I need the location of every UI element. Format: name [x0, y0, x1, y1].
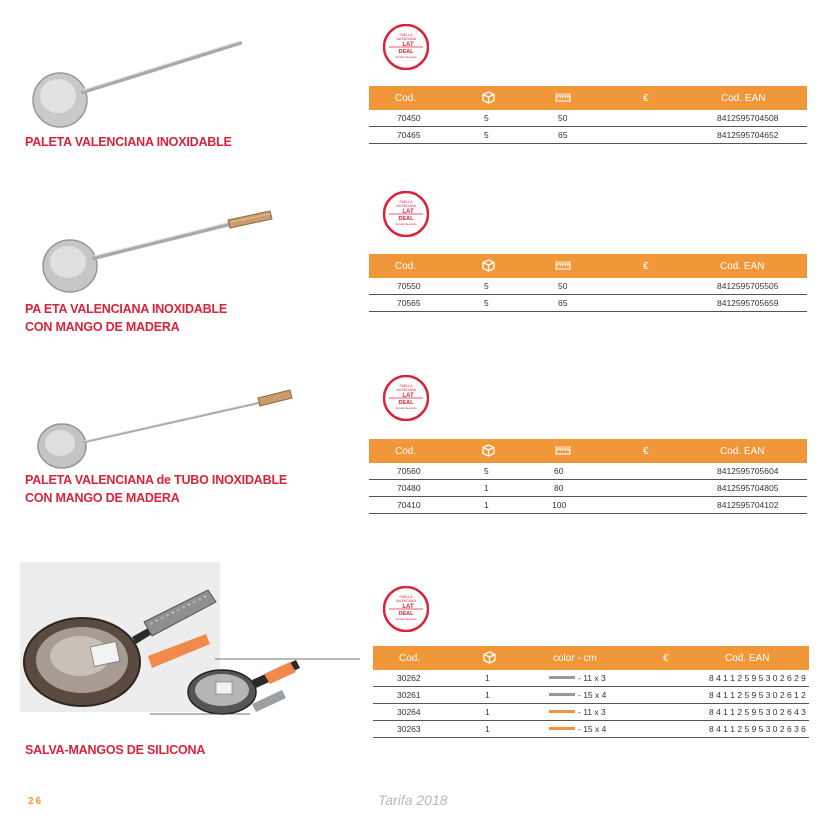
svg-text:Ventas Seguras: Ventas Seguras — [395, 617, 417, 621]
paella-ladle-tube-wood-handle-image — [34, 380, 294, 480]
cell-cod: 70450 — [397, 113, 421, 123]
cell-cod: 30263 — [397, 724, 421, 734]
product-title-line: PALETA VALENCIANA INOXIDABLE — [25, 135, 232, 149]
paella-valenciana-logo — [383, 191, 429, 237]
product-table-3 — [369, 439, 807, 514]
product-title-line: PALETA VALENCIANA de TUBO INOXIDABLE — [25, 473, 288, 487]
svg-text:Ventas Seguras: Ventas Seguras — [395, 406, 417, 410]
cell-ean: 8 4 1 1 2 5 9 5 3 0 2 6 1 2 — [709, 690, 806, 700]
table-header — [369, 439, 807, 463]
box-icon — [483, 651, 496, 664]
cell-pack: 1 — [484, 483, 489, 493]
paella-valenciana-logo — [383, 24, 429, 70]
product-title-line: SALVA-MANGOS DE SILICONA — [25, 743, 206, 757]
svg-text:Ventas Seguras: Ventas Seguras — [395, 222, 417, 226]
cell-pack: 5 — [484, 466, 489, 476]
table-row — [373, 721, 809, 738]
cell-cod: 70465 — [397, 130, 421, 140]
cell-cod: 30262 — [397, 673, 421, 683]
paella-ladle-image — [28, 34, 248, 134]
svg-text:DEAL: DEAL — [398, 216, 414, 222]
svg-text:LAT: LAT — [402, 393, 414, 399]
cell-ean: 8 4 1 1 2 5 9 5 3 0 2 6 4 3 — [709, 707, 806, 717]
header-ean: Cod. EAN — [721, 93, 766, 104]
header-cod: Cod. — [395, 261, 417, 272]
grey-swatch — [549, 676, 575, 679]
cell-size: 50 — [558, 113, 568, 123]
orange-swatch — [549, 727, 575, 730]
product-title-line: CON MANGO DE MADERA — [25, 491, 180, 505]
frying-pan-with-silicone-sleeve-image — [20, 562, 360, 732]
header-ean: Cod. EAN — [725, 653, 770, 664]
header-cod: Cod. — [399, 653, 421, 664]
cell-cod: 70480 — [397, 483, 421, 493]
cell-size: 50 — [558, 281, 568, 291]
svg-text:PAELLA: PAELLA — [399, 33, 413, 37]
cell-color-size: - 15 x 4 — [549, 690, 606, 700]
table-row — [373, 670, 809, 687]
svg-text:VALENCIANA: VALENCIANA — [396, 37, 416, 41]
svg-text:PAELLA: PAELLA — [399, 384, 413, 388]
footer-tarifa: Tarifa 2018 — [378, 792, 448, 808]
table-row — [369, 127, 807, 144]
cell-color-size: - 11 x 3 — [549, 707, 606, 717]
svg-text:PAELLA: PAELLA — [399, 595, 413, 599]
header-price: € — [643, 93, 649, 104]
cell-pack: 1 — [485, 707, 490, 717]
paella-ladle-wood-handle-image — [38, 200, 278, 300]
cell-color-size: - 15 x 4 — [549, 724, 606, 734]
table-header — [369, 254, 807, 278]
cell-ean: 8412595704508 — [717, 113, 779, 123]
cell-pack: 1 — [484, 500, 489, 510]
box-icon — [482, 444, 495, 457]
header-color-cm: color - cm — [553, 653, 597, 664]
box-icon — [482, 259, 495, 272]
product-table-2 — [369, 254, 807, 312]
table-header — [369, 86, 807, 110]
svg-text:DEAL: DEAL — [398, 400, 414, 406]
table-row — [369, 497, 807, 514]
header-cod: Cod. — [395, 446, 417, 457]
paella-valenciana-logo — [383, 375, 429, 421]
cell-cod: 30264 — [397, 707, 421, 717]
product-title-line: PA ETA VALENCIANA INOXIDABLE — [25, 302, 228, 316]
cell-size: 60 — [554, 466, 564, 476]
table-row — [369, 463, 807, 480]
cell-ean: 8412595705505 — [717, 281, 779, 291]
header-ean: Cod. EAN — [720, 261, 765, 272]
svg-text:Ventas Seguras: Ventas Seguras — [395, 55, 417, 59]
svg-text:LAT: LAT — [402, 209, 414, 215]
svg-text:DEAL: DEAL — [398, 49, 414, 55]
cell-cod: 70565 — [397, 298, 421, 308]
cell-ean: 8412595705604 — [717, 466, 779, 476]
cell-pack: 1 — [485, 724, 490, 734]
product-title-line: CON MANGO DE MADERA — [25, 320, 180, 334]
svg-text:VALENCIANA: VALENCIANA — [396, 599, 416, 603]
orange-swatch — [549, 710, 575, 713]
cell-size: 100 — [552, 500, 567, 510]
product-table-1 — [369, 86, 807, 144]
svg-text:PAELLA: PAELLA — [399, 200, 413, 204]
cell-pack: 1 — [485, 673, 490, 683]
header-price: € — [643, 446, 649, 457]
cell-ean: 8412595704652 — [717, 130, 779, 140]
ruler-icon — [555, 445, 571, 456]
cell-size: 65 — [558, 130, 568, 140]
cell-pack: 5 — [484, 130, 489, 140]
cell-pack: 5 — [484, 281, 489, 291]
ruler-icon — [555, 260, 571, 271]
header-price: € — [643, 261, 649, 272]
cell-cod: 70560 — [397, 466, 421, 476]
table-row — [369, 110, 807, 127]
cell-size: 80 — [554, 483, 564, 493]
table-header — [373, 646, 809, 670]
table-row — [369, 295, 807, 312]
cell-ean: 8412595704805 — [717, 483, 779, 493]
svg-text:LAT: LAT — [402, 604, 414, 610]
table-row — [369, 278, 807, 295]
cell-pack: 1 — [485, 690, 490, 700]
cell-size: 65 — [558, 298, 568, 308]
header-cod: Cod. — [395, 93, 417, 104]
cell-ean: 8412595704102 — [717, 500, 779, 510]
cell-cod: 70410 — [397, 500, 421, 510]
svg-text:VALENCIANA: VALENCIANA — [396, 204, 416, 208]
cell-pack: 5 — [484, 298, 489, 308]
box-icon — [482, 91, 495, 104]
svg-text:LAT: LAT — [402, 42, 414, 48]
product-table-4 — [373, 646, 809, 738]
table-row — [373, 687, 809, 704]
cell-pack: 5 — [484, 113, 489, 123]
header-ean: Cod. EAN — [720, 446, 765, 457]
cell-ean: 8412595705659 — [717, 298, 779, 308]
grey-swatch — [549, 693, 575, 696]
cell-ean: 8 4 1 1 2 5 9 5 3 0 2 6 3 6 — [709, 724, 806, 734]
cell-cod: 30261 — [397, 690, 421, 700]
table-row — [369, 480, 807, 497]
cell-ean: 8 4 1 1 2 5 9 5 3 0 2 6 2 9 — [709, 673, 806, 683]
ruler-icon — [555, 92, 571, 103]
svg-text:DEAL: DEAL — [398, 611, 414, 617]
cell-cod: 70550 — [397, 281, 421, 291]
header-price: € — [663, 653, 669, 664]
svg-text:VALENCIANA: VALENCIANA — [396, 388, 416, 392]
cell-color-size: - 11 x 3 — [549, 673, 606, 683]
page-number: 26 — [28, 796, 44, 807]
table-row — [373, 704, 809, 721]
paella-valenciana-logo — [383, 586, 429, 632]
